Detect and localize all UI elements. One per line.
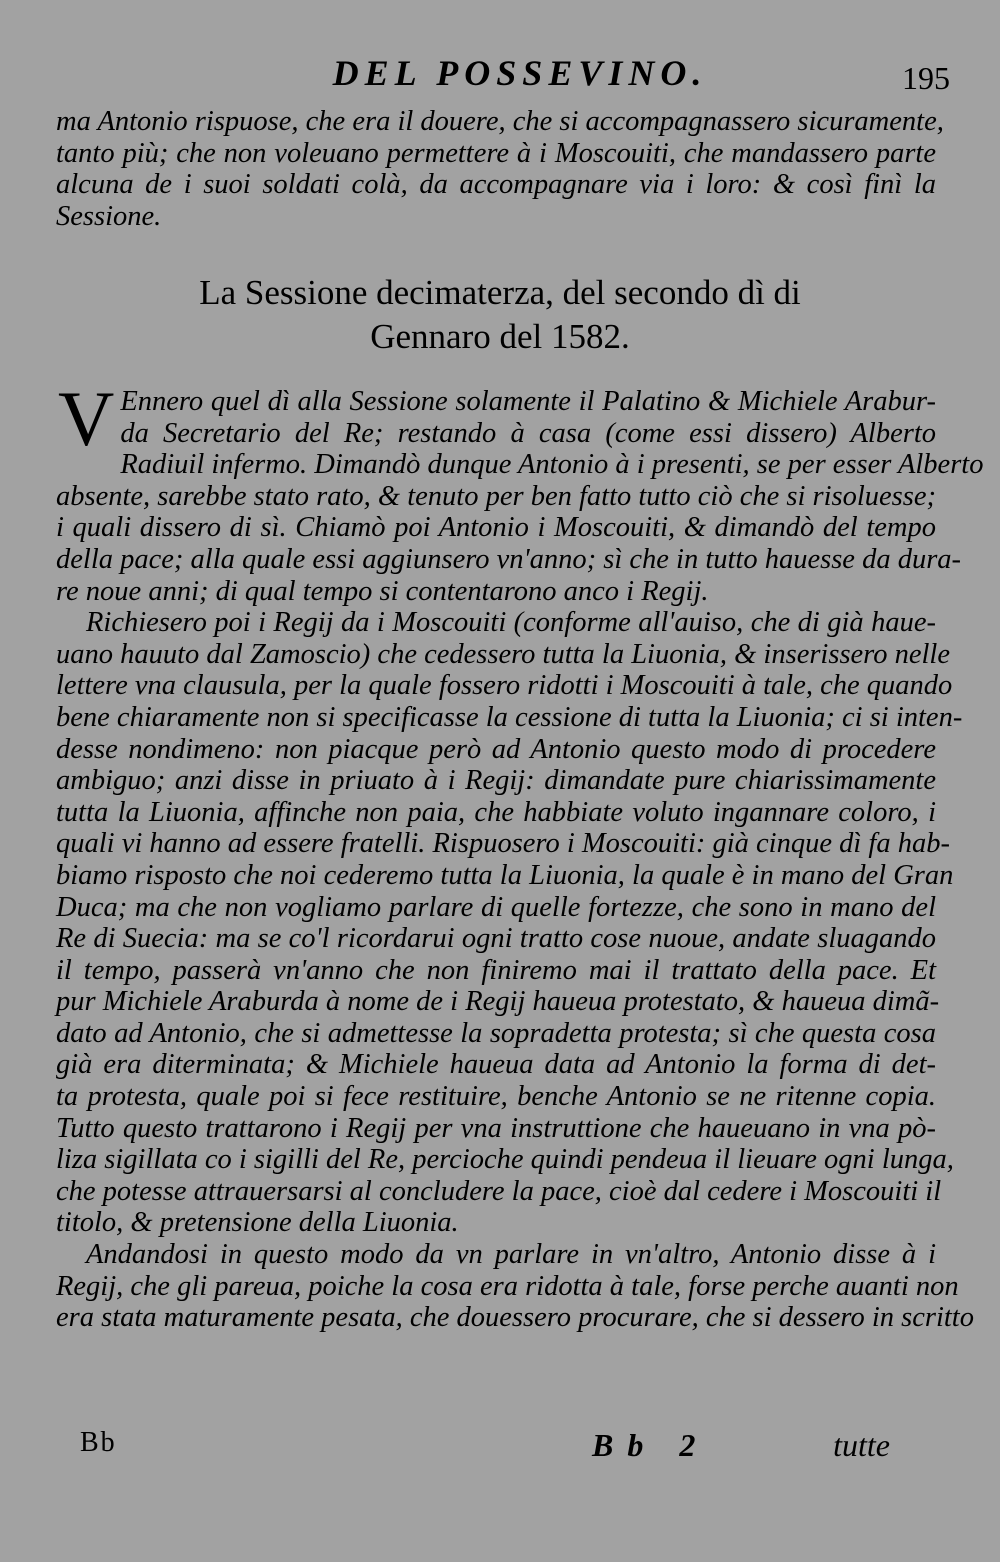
paragraph: [56, 607, 963, 1239]
text-line: alcuna de i suoi soldati colà, da accompagnare via i loro: & così finì la: [56, 169, 936, 201]
text-line: Richiesero poi i Regij da i Moscouiti (conforme all'auiso, che di già haue-: [86, 607, 936, 639]
text-line: da Secretario del Re; restando à casa (come essi dissero) Alberto: [120, 417, 936, 449]
text-line: ambiguo; anzi disse in priuato à i Regij: dimandate pure chiarissimamente: [56, 765, 936, 797]
text-line: ta protesta, quale poi si fece restituire, benche Antonio se ne ritenne copia.: [56, 1081, 936, 1113]
text-line: era stata maturamente pesata, che douessero procurare, che si dessero in scritto: [56, 1302, 974, 1334]
text-line: della pace; alla quale essi aggiunsero vn'anno; sì che in tutto hauesse da dura-: [56, 543, 962, 575]
text-line: tutta la Liuonia, affinche non paia, che habbiate voluto ingannare coloro, i: [56, 796, 936, 828]
page-number: 195: [902, 60, 950, 96]
text-line: Re di Suecia: ma se co'l ricordarui ogni tratto cose nuoue, andate sluagando: [56, 923, 936, 955]
body-text: [56, 375, 984, 1334]
text-line: quali vi hanno ad essere fratelli. Rispuosero i Moscouiti: già cinque dì fa hab-: [56, 828, 950, 860]
paragraph: [56, 375, 984, 607]
page-footer: [80, 1427, 910, 1467]
text-line: liza sigillata co i sigilli del Re, percioche quindi pendeua il lieuare ogni lunga,: [56, 1144, 954, 1176]
text-line: ma Antonio rispuose, che era il douere, che si accompagnassero sicuramente,: [56, 106, 944, 137]
section-heading-line: La Sessione decimaterza, del secondo dì di: [199, 273, 801, 312]
text-line: Ennero quel dì alla Sessione solamente il Palatino & Michiele Arabur-: [120, 386, 936, 417]
text-line: i quali dissero di sì. Chiamò poi Antonio i Moscouiti, & dimandò del tempo: [56, 512, 936, 544]
faint-left-mark: Bb: [80, 1427, 117, 1458]
text-line: già era diterminata; & Michiele haueua data ad Antonio la forma di det-: [56, 1049, 936, 1081]
text-line: desse nondimeno: non piacque però ad Antonio questo modo di procedere: [56, 733, 936, 765]
text-line: absente, sarebbe stato rato, & tenuto per ben fatto tutto ciò che si risoluesse;: [56, 480, 936, 512]
drop-cap: V: [58, 375, 115, 462]
section-heading: [60, 271, 940, 359]
text-line: Duca; ma che non vogliamo parlare di quelle fortezze, che sono in mano del: [56, 891, 936, 923]
catchword: tutte: [833, 1427, 890, 1463]
text-line: lettere vna clausula, per la quale fossero ridotti i Moscouiti à tale, che quando: [56, 670, 953, 702]
text-line: che potesse attrauersarsi al concludere la pace, cioè dal cedere i Moscouiti il: [56, 1175, 942, 1207]
text-line: Sessione.: [56, 200, 162, 232]
running-title: DEL POSSEVINO.: [332, 53, 708, 93]
text-line: Tutto questo trattarono i Regij per vna instruttione che haueuano in vna pò-: [56, 1112, 936, 1144]
running-head: [50, 52, 950, 100]
text-line: Radiuil infermo. Dimandò dunque Antonio à i presenti, se per esser Alberto: [120, 449, 984, 481]
signature-mark: Bb 2: [592, 1427, 710, 1463]
text-line: Andandosi in questo modo da vn parlare in vn'altro, Antonio disse à i: [86, 1239, 936, 1271]
text-line: uano hauuto dal Zamoscio) che cedessero tutta la Liuonia, & inserissero nelle: [56, 638, 950, 670]
text-line: titolo, & pretensione della Liuonia.: [56, 1207, 459, 1239]
section-heading-line: Gennaro del 1582.: [370, 317, 630, 356]
text-line: il tempo, passerà vn'anno che non finiremo mai il trattato della pace. Et: [56, 954, 936, 986]
paragraph: [56, 1239, 974, 1334]
text-line: bene chiaramente non si specificasse la cessione di tutta la Liuonia; ci si inten-: [56, 701, 963, 733]
text-line: pur Michiele Araburda à nome de i Regij haueua protestato, & haueua dimã-: [56, 986, 940, 1018]
text-line: biamo risposto che noi cederemo tutta la Liuonia, la quale è in mano del Gran: [56, 859, 954, 891]
text-line: re noue anni; di qual tempo si contentarono anco i Regij.: [56, 575, 709, 607]
text-line: tanto più; che non voleuano permettere à i Moscouiti, che mandassero parte: [56, 137, 936, 169]
text-line: Regij, che gli pareua, poiche la cosa era ridotta à tale, forse perche auanti non: [56, 1270, 959, 1302]
text-line: dato ad Antonio, che si admettesse la sopradetta protesta; sì che questa cosa: [56, 1017, 936, 1049]
carryover-paragraph: [56, 106, 944, 232]
